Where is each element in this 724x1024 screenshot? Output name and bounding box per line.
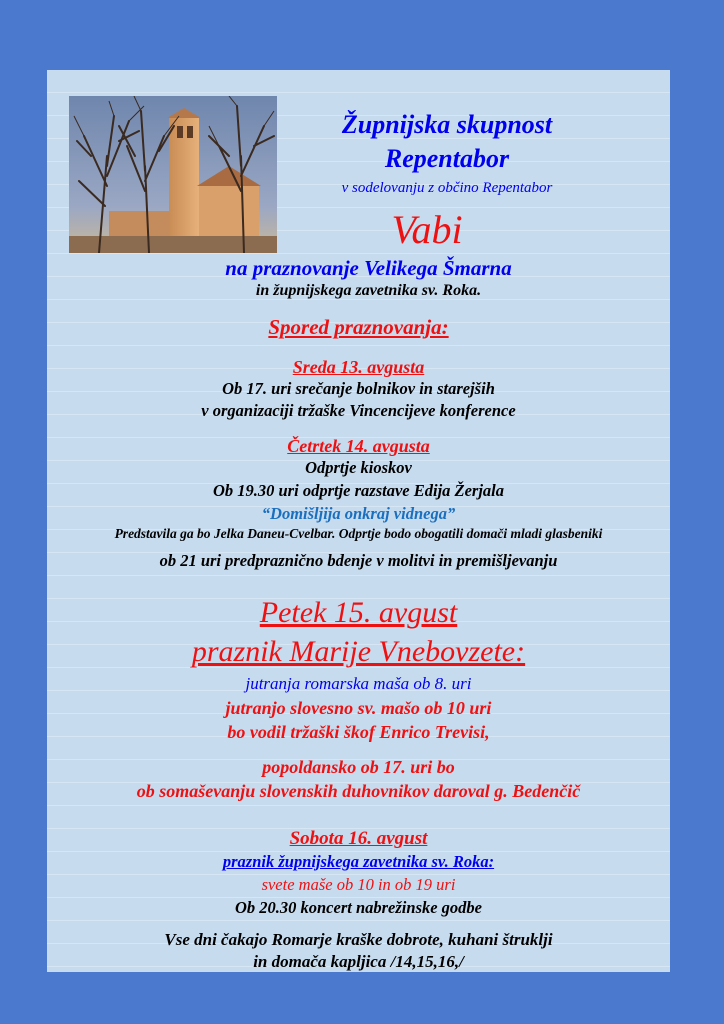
poster-sheet: [47, 70, 670, 972]
thursday-line-2: Ob 19.30 uri odprtje razstave Edija Žerjala: [212, 481, 505, 500]
friday-mass-2: jutranjo slovesno sv. mašo ob 10 uri: [225, 698, 492, 718]
friday-mass-1: jutranja romarska maša ob 8. uri: [245, 674, 472, 693]
program-title: Spored praznovanja:: [268, 315, 449, 339]
wednesday-line-1: Ob 17. uri srečanje bolnikov in starejših: [222, 379, 495, 398]
friday-date: Petek 15. avgust: [259, 596, 458, 629]
org-line-1: Župnijska skupnost: [341, 110, 553, 139]
church-tower-photo: [69, 96, 277, 253]
wednesday-line-2: v organizaciji tržaške Vincencijeve konference: [201, 401, 516, 420]
occasion-line: na praznovanje Velikega Šmarna: [225, 256, 512, 280]
friday-afternoon-2: ob somaševanju slovenskih duhovnikov daroval g. Bedenčič: [136, 781, 581, 801]
org-line-2: Repentabor: [384, 144, 510, 173]
presenter-line: Predstavila ga bo Jelka Daneu-Cvelbar. Odprtje bodo obogatili domači mladi glasbeniki: [114, 526, 603, 541]
friday-afternoon-1: popoldansko ob 17. uri bo: [262, 757, 455, 777]
saturday-concert: Ob 20.30 koncert nabrežinske godbe: [234, 898, 483, 917]
cooperation-line: v sodelovanju z občino Repentabor: [341, 180, 553, 196]
footer-line-1: Vse dni čakajo Romarje kraške dobrote, kuhani štruklji: [164, 930, 553, 949]
friday-bishop: bo vodil tržaški škof Enrico Trevisi,: [227, 722, 490, 742]
vigil-line: ob 21 uri predpraznično bdenje v molitvi in premišljevanju: [159, 551, 558, 570]
saturday-masses: svete maše ob 10 in ob 19 uri: [261, 875, 456, 894]
patron-line: in župnijskega zavetnika sv. Roka.: [255, 282, 482, 299]
exhibition-title: “Domišljija onkraj vidnega”: [261, 504, 456, 523]
footer-line-2: in domača kapljica /14,15,16,/: [253, 952, 464, 971]
thursday-line-1: Odprtje kioskov: [305, 458, 412, 477]
saturday-feast: praznik župnijskega zavetnika sv. Roka:: [222, 852, 495, 871]
friday-feast: praznik Marije Vnebovzete:: [191, 635, 526, 668]
thursday-date: Četrtek 14. avgusta: [287, 436, 430, 456]
saturday-date: Sobota 16. avgust: [289, 828, 428, 849]
wednesday-date: Sreda 13. avgusta: [292, 357, 425, 377]
invite-heading: Vabi: [391, 207, 463, 252]
